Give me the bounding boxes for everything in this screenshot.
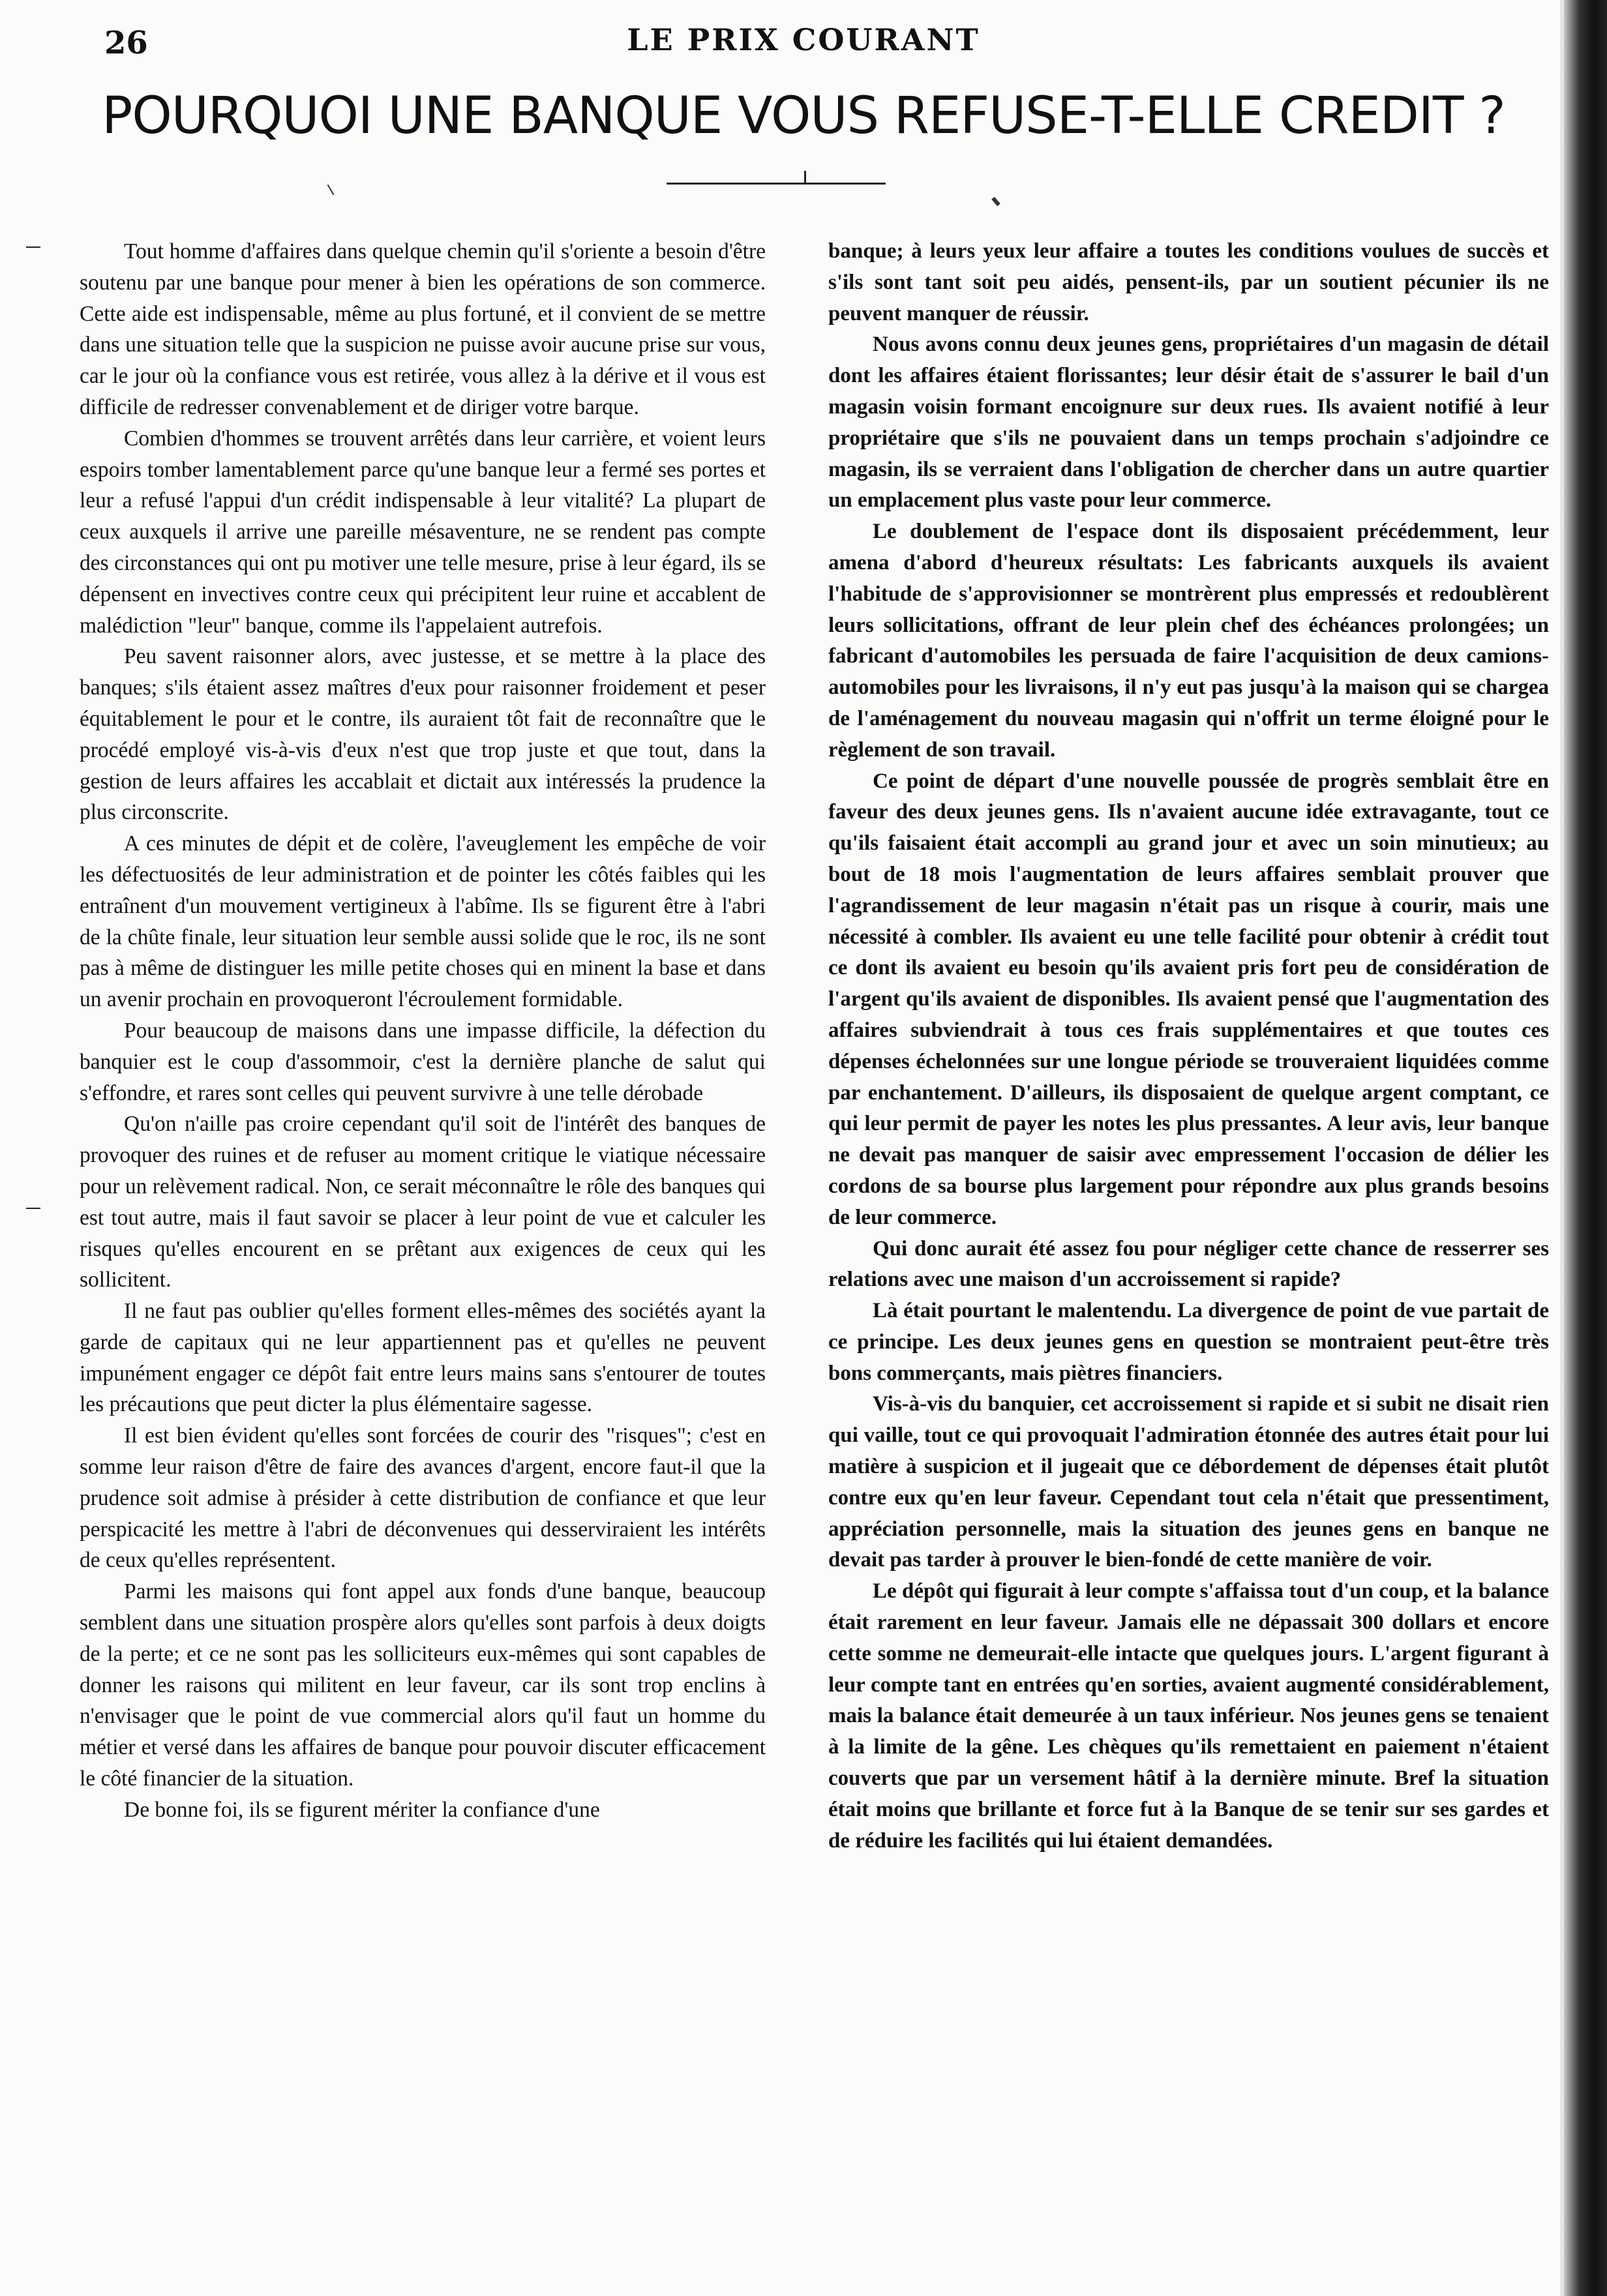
left-column: [80, 236, 766, 1826]
speck: [327, 185, 335, 196]
paragraph: Le doublement de l'espace dont ils disposaient précédemment, leur amena d'abord d'heureux résultats: Les fabricants auxquels ils avaient l'habitude de s'approvisionner se montrèrent plus empressés et redoublèrent leurs sollicitations, offrant de leur plein chef des échéances prolongées; un fabricant d'automobiles les persuada de faire l'acquisition de deux camions-automobiles pour les livraisons, il n'y eut pas jusqu'à la maison qui se chargea de l'aménagement du nouveau magasin qui n'offrit un terme éloigné pour le règlement de son travail.: [828, 520, 1549, 762]
paragraph: Il est bien évident qu'elles sont forcées de courir des "risques"; c'est en somme leur raison d'être de faire des avances d'argent, encore faut-il que la prudence soit admise à présider à cette distribution de confiance et que leur perspicacité les mettre à l'abri de déconvenues qui desserviraient les intérêts de ceux qu'elles représentent.: [80, 1424, 766, 1573]
paragraph: Qu'on n'aille pas croire cependant qu'il soit de l'intérêt des banques de provoquer des ruines et de refuser au moment critique le viatique nécessaire pour un relèvement radical. Non, ce serait méconnaître le rôle des banques qui est tout autre, mais il faut savoir se placer à leur point de vue et calculer les risques qu'elles encourent en se prêtant aux exigences de ceux qui les sollicitent.: [80, 1112, 766, 1292]
running-head: LE PRIX COURANT: [627, 22, 980, 57]
page-binding: [1564, 0, 1607, 2296]
article-title: POURQUOI UNE BANQUE VOUS REFUSE-T-ELLE CREDIT ?: [102, 87, 1505, 145]
paragraph: De bonne foi, ils se figurent mériter la confiance d'une: [124, 1797, 600, 1822]
paragraph: A ces minutes de dépit et de colère, l'aveuglement les empêche de voir les défectuosités de leur administration et de pointer les côtés faibles qui les entraînent d'un mouvement vertigineux à l'abîme. Ils se figurent être à l'abri de la chûte finale, leur situation leur semble aussi solide que le roc, ils ne sont pas à même de distinguer les mille petite choses qui en minent la base et dans un avenir prochain en provoqueront l'écroulement formidable.: [80, 831, 766, 1012]
page-number: 26: [104, 25, 148, 61]
paragraph: Tout homme d'affaires dans quelque chemin qu'il s'oriente a besoin d'être soutenu par une banque pour mener à bien les opérations de son commerce. Cette aide est indispensable, même au plus fortuné, et il convient de se mettre dans une situation telle que la suspicion ne puisse avoir aucune prise sur vous, car le jour où la confiance vous est retirée, vous allez à la dérive et il vous est difficile de redresser convenablement et de diriger votre barque.: [80, 239, 766, 419]
paragraph: Ce point de départ d'une nouvelle poussée de progrès semblait être en faveur des deux jeunes gens. Ils n'avaient aucune idée extravagante, tout ce qu'ils faisaient était accompli au grand jour et avec un soin minutieux; au bout de 18 mois l'augmentation de leurs affaires semblait prouver que l'agrandissement de leur magasin n'était pas un risque à courir, mais une nécessité à combler. Ils avaient eu une telle facilité pour obtenir à crédit tout ce dont ils avaient eu besoin qu'ils avaient pris fort peu de considération de l'argent qu'ils avaient de disponibles. Ils avaient pensé que l'augmentation des affaires subviendrait à tous ces frais supplémentaires et que toutes ces dépenses échelonnées sur une longue période se trouveraient liquidées comme par enchantement. D'ailleurs, ils disposaient de quelque argent comptant, ce qui leur permit de payer les notes les plus pressantes. A leur avis, leur banque ne devait pas manquer de saisir avec empressement l'occasion de délier les cordons de sa bourse plus largement pour répondre aux plus grands besoins de leur commerce.: [828, 769, 1549, 1229]
paragraph: Il ne faut pas oublier qu'elles forment elles-mêmes des sociétés ayant la garde de capitaux qui ne leur appartiennent pas et qu'elles ne peuvent impunément engager ce dépôt fait entre leurs mains sans s'entourer de toutes les précautions que peut dicter la plus élémentaire sagesse.: [80, 1299, 766, 1417]
right-column: [828, 236, 1549, 1856]
paragraph: Nous avons connu deux jeunes gens, propriétaires d'un magasin de détail dont les affaires étaient florissantes; leur désir était de s'assurer le bail d'un magasin voisin formant encoignure sur deux rues. Ils avaient notifié à leur propriétaire que s'ils ne pouvaient dans un temps prochain s'adjoindre ce magasin, ils se verraient dans l'obligation de chercher dans un autre quartier un emplacement plus vaste pour leur commerce.: [828, 333, 1549, 513]
paragraph: banque; à leurs yeux leur affaire a toutes les conditions voulues de succès et s'ils sont tant soit peu aidés, pensent-ils, par un soutient pécunier ils ne peuvent manquer de réussir.: [828, 239, 1549, 325]
paragraph: Combien d'hommes se trouvent arrêtés dans leur carrière, et voient leurs espoirs tomber lamentablement parce qu'une banque leur a fermé ses portes et leur a refusé l'appui d'un crédit indispensable à leur vitalité? La plupart de ceux auxquels il arrive une pareille mésaventure, ne se rendent pas compte des circonstances qui ont pu motiver une telle mesure, prise à leur égard, ils se dépensent en invectives contre ceux qui précipitent leur ruine et accablent de malédiction "leur" banque, comme ils l'appelaient autrefois.: [80, 426, 766, 638]
paragraph: Là était pourtant le malentendu. La divergence de point de vue partait de ce principe. Les deux jeunes gens en question se montraient peut-être très bons commerçants, mais piètres financiers.: [828, 1299, 1549, 1385]
paragraph: Vis-à-vis du banquier, cet accroissement si rapide et si subit ne disait rien qui vaille, tout ce qui provoquait l'admiration étonnée des autres était pour lui matière à suspicion et il jugeait que ce débordement de dépenses était plutôt contre eux qu'en leur faveur. Cependant tout cela n'était que pressentiment, appréciation personnelle, mais la situation des jeunes gens en banque ne devait pas tarder à prouver le bien-fondé de cette manière de voir.: [828, 1392, 1549, 1572]
paragraph: Peu savent raisonner alors, avec justesse, et se mettre à la place des banques; s'ils étaient assez maîtres d'eux pour raisonner froidement et peser équitablement le pour et le contre, ils auraient tôt fait de reconnaître que le procédé employé vis-à-vis d'eux n'est que trop juste et que tout, dans la gestion de leurs affaires les accablait et dictait aux intéressés la prudence la plus circonscrite.: [80, 644, 766, 825]
paragraph: Le dépôt qui figurait à leur compte s'affaissa tout d'un coup, et la balance était rarement en leur faveur. Jamais elle ne dépassait 300 dollars et encore cette somme ne demeurait-elle intacte que quelques jours. L'argent figurant à leur compte tant en entrées qu'en sorties, avaient augmenté considérablement, mais la balance était demeurée à un taux inférieur. Nos jeunes gens se tenaient à la limite de la gêne. Les chèques qu'ils remettaient en paiement n'étaient couverts que par un versement hâtif à la dernière minute. Bref la situation était moins que brillante et force fut à la Banque de se tenir sur ses gardes et de réduire les facilités qui lui étaient demandées.: [828, 1579, 1549, 1853]
paragraph: Pour beaucoup de maisons dans une impasse difficile, la défection du banquier est le coup d'assommoir, c'est la dernière planche de salut qui s'effondre, et rares sont celles qui peuvent survivre à une telle dérobade: [80, 1018, 766, 1105]
paragraph: Parmi les maisons qui font appel aux fonds d'une banque, beaucoup semblent dans une situation prospère alors qu'elles sont parfois à deux doigts de la perte; et ce ne sont pas les solliciteurs eux-mêmes qui sont capables de donner les raisons qui militent en leur faveur, car ils sont trop enclins à n'envisager que le point de vue commercial alors qu'il faut un homme du métier et versé dans les affaires de banque pour pouvoir discuter efficacement le côté financier de la situation.: [80, 1579, 766, 1791]
title-rule: [667, 183, 886, 185]
paragraph: Qui donc aurait été assez fou pour négliger cette chance de resserrer ses relations avec une maison d'un accroissement si rapide?: [828, 1236, 1549, 1292]
title-rule-tick: [804, 171, 806, 183]
speck: [991, 197, 1000, 207]
margin-mark: [26, 246, 40, 248]
margin-mark: [26, 1208, 40, 1209]
